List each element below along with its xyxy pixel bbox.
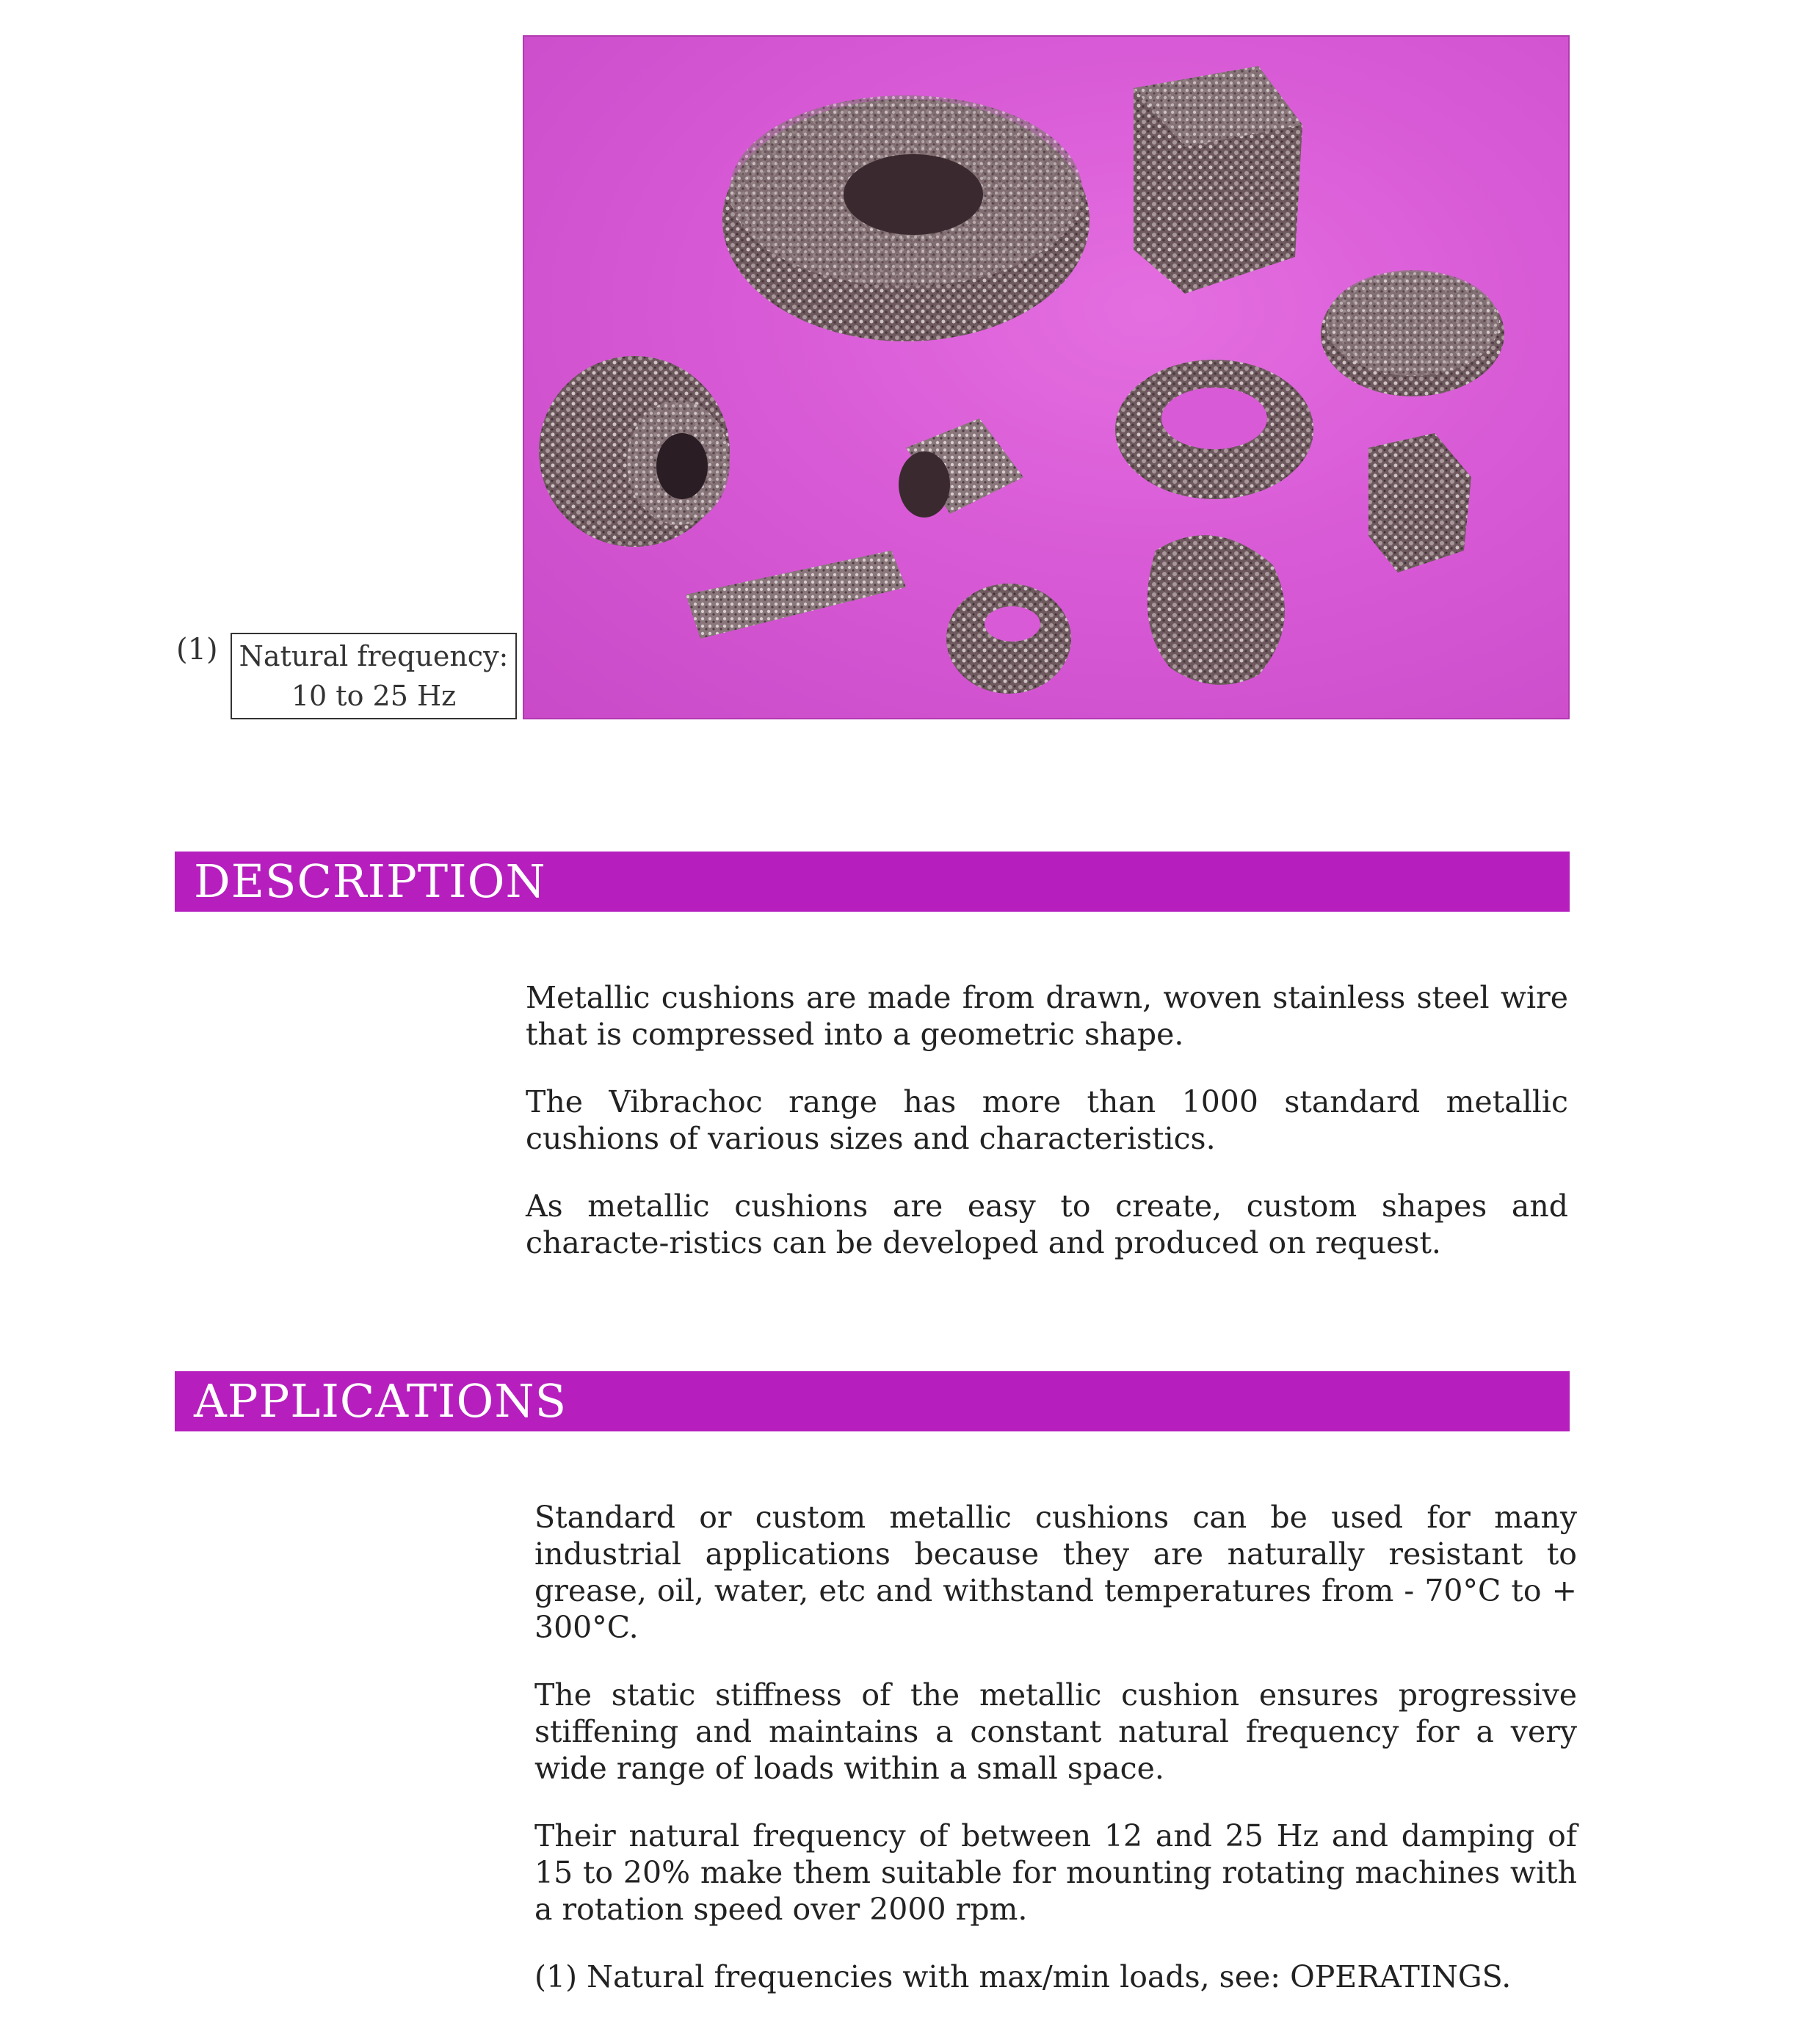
footnote-text: (1) Natural frequencies with max/min loads, see: OPERATINGS. <box>534 1959 1512 1994</box>
natural-frequency-callout <box>231 633 517 719</box>
applications-paragraph: Standard or custom metallic cushions can be used for many industrial applications because they are naturally resistant to grease, oil, water, etc and withstand temperatures from - 70°C to + 300°C. <box>534 1500 1577 1645</box>
flat-ring-cushion <box>1115 360 1313 499</box>
large-ring-cushion <box>722 95 1090 341</box>
applications-body <box>534 1499 1577 2026</box>
description-paragraph: Metallic cushions are made from drawn, woven stainless steel wire that is compressed into a geometric shape. <box>526 980 1568 1052</box>
product-photo <box>523 35 1570 719</box>
callout-line-1: Natural frequency: <box>239 640 509 672</box>
applications-paragraph: The static stiffness of the metallic cushion ensures progressive stiffening and maintains a constant natural frequency for a very wide range of loads within a small space. <box>534 1677 1577 1786</box>
metal-cushions-illustration <box>524 37 1570 719</box>
disc-cushion <box>1321 270 1504 396</box>
square-block-cushion <box>1134 66 1302 294</box>
cylinder-cushion <box>539 356 730 547</box>
small-tube-cushion <box>899 418 1023 518</box>
applications-heading: APPLICATIONS <box>175 1371 1570 1431</box>
description-paragraph: The Vibrachoc range has more than 1000 standard metallic cushions of various sizes and characteristics. <box>526 1084 1568 1156</box>
applications-paragraph: Their natural frequency of between 12 and 25 Hz and damping of 15 to 20% make them suitable for mounting rotating machines with a rotation speed over 2000 rpm. <box>534 1818 1577 1927</box>
description-body <box>526 979 1568 1292</box>
description-paragraph: As metallic cushions are easy to create, custom shapes and characte-ristics can be developed and produced on request. <box>526 1188 1568 1260</box>
callout-line-2: 10 to 25 Hz <box>291 680 457 712</box>
footnote-marker: (1) <box>176 633 218 667</box>
bar-cushion <box>686 551 906 639</box>
small-block-cushion <box>1368 433 1471 573</box>
small-ring-cushion <box>946 584 1071 694</box>
round-block-cushion <box>1148 535 1285 685</box>
description-heading: DESCRIPTION <box>175 852 1570 912</box>
